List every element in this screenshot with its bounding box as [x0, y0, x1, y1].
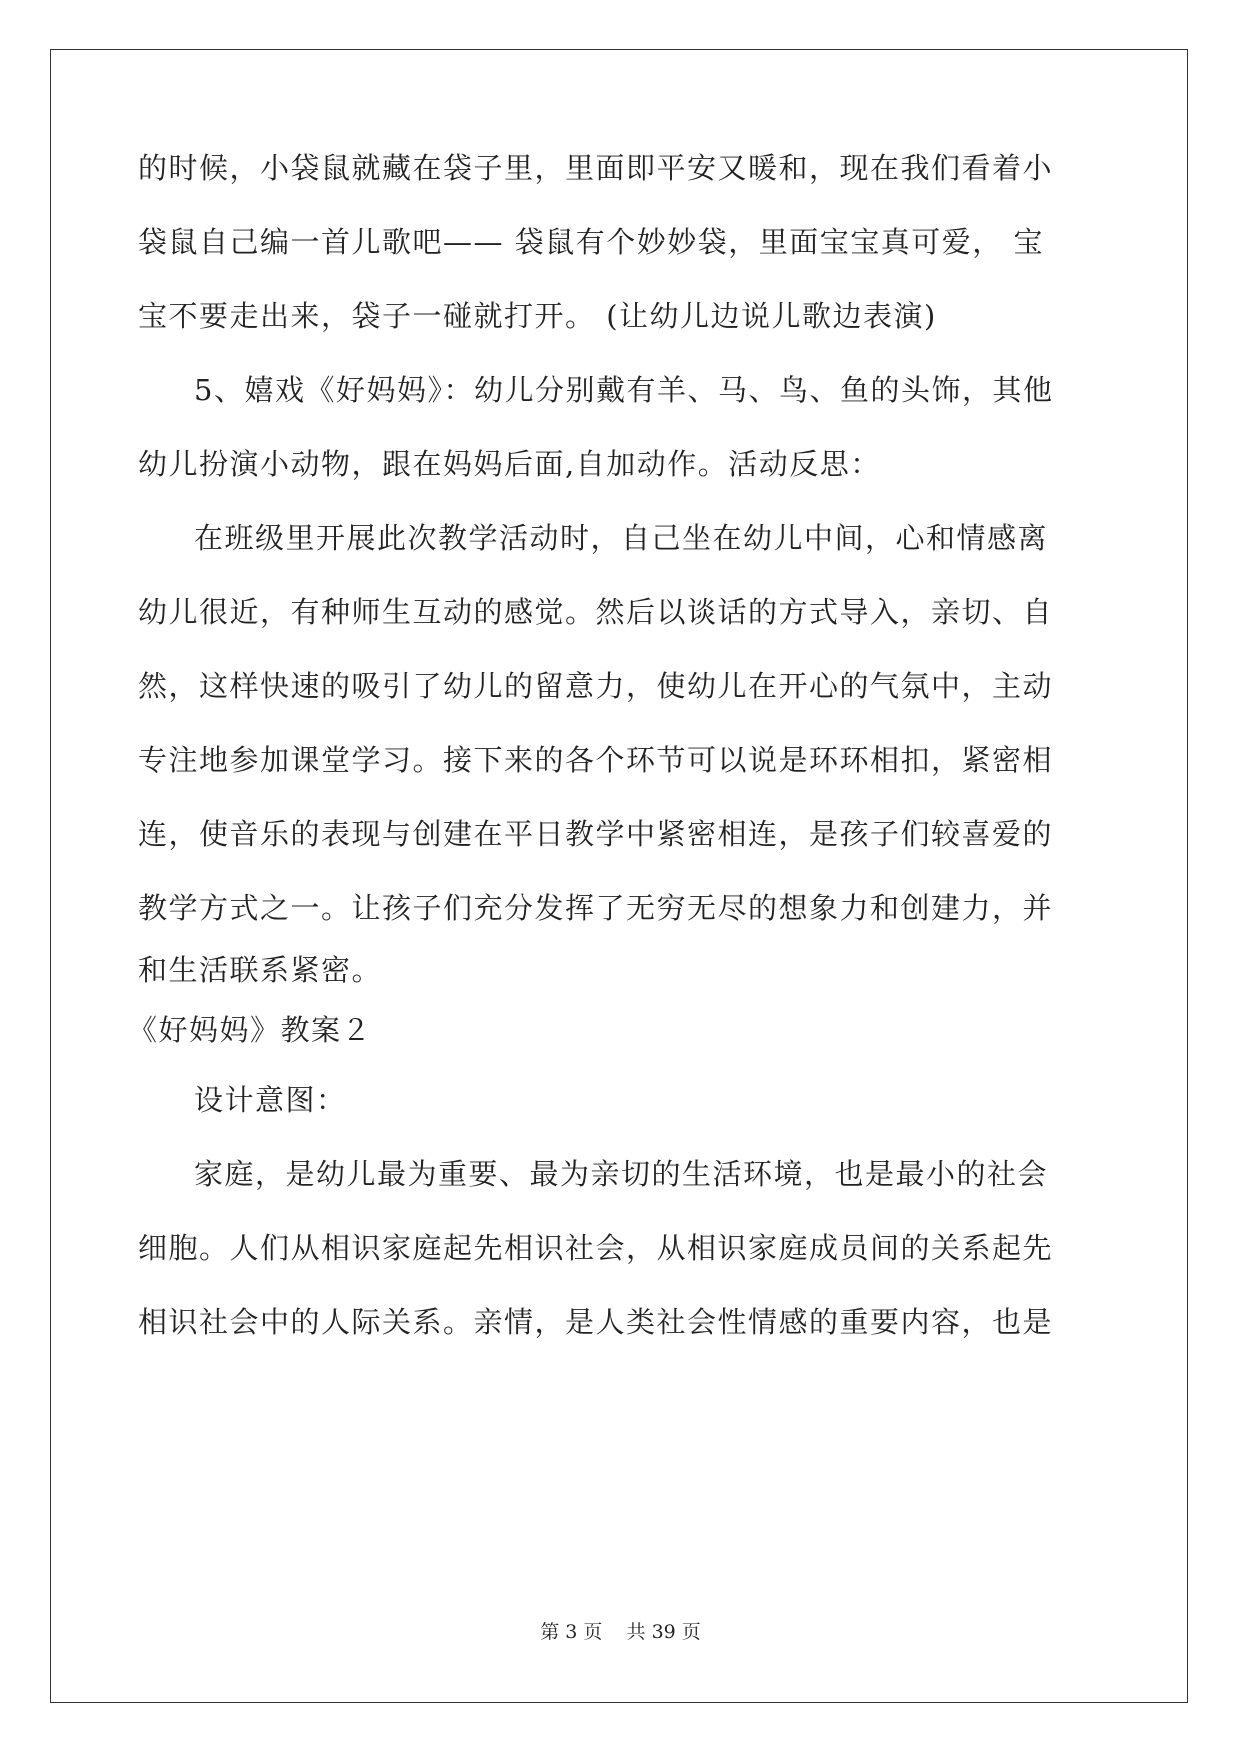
text-line: 袋鼠自己编一首儿歌吧—— 袋鼠有个妙妙袋，里面宝宝真可爱， 宝 — [138, 225, 1044, 259]
text-line: 教学方式之一。让孩子们充分发挥了无穷无尽的想象力和创建力，并 — [138, 891, 1054, 925]
text-line: 细胞。人们从相识家庭起先相识社会，从相识家庭成员间的关系起先 — [138, 1231, 1054, 1265]
text-line: 的时候，小袋鼠就藏在袋子里，里面即平安又暖和，现在我们看着小 — [138, 151, 1054, 185]
text-line: 专注地参加课堂学习。接下来的各个环节可以说是环环相扣，紧密相 — [138, 743, 1054, 777]
text-line: 和生活联系紧密。 — [138, 953, 383, 987]
text-line: 宝不要走出来，袋子一碰就打开。 (让幼儿边说儿歌边表演) — [138, 299, 937, 333]
subheading: 设计意图： — [194, 1083, 347, 1117]
paragraph-first-line: 在班级里开展此次教学活动时，自己坐在幼儿中间，心和情感离 — [194, 521, 1049, 555]
text-line: 幼儿扮演小动物，跟在妈妈后面,自加动作。活动反思： — [138, 447, 881, 481]
text-line: 幼儿很近，有种师生互动的感觉。然后以谈话的方式导入，亲切、自 — [138, 595, 1054, 629]
section-heading: 《好妈妈》教案２ — [128, 1013, 373, 1047]
paragraph-first-line: 家庭，是幼儿最为重要、最为亲切的生活环境，也是最小的社会 — [194, 1157, 1049, 1191]
text-line: 连，使音乐的表现与创建在平日教学中紧密相连，是孩子们较喜爱的 — [138, 817, 1054, 851]
paragraph-first-line: 5、嬉戏《好妈妈》：幼儿分别戴有羊、马、鸟、鱼的头饰，其他 — [194, 373, 1054, 407]
text-line: 然，这样快速的吸引了幼儿的留意力，使幼儿在开心的气氛中，主动 — [138, 669, 1054, 703]
text-line: 相识社会中的人际关系。亲情，是人类社会性情感的重要内容，也是 — [138, 1305, 1054, 1339]
page-number-footer: 第 3 页 共 39 页 — [540, 1621, 701, 1643]
